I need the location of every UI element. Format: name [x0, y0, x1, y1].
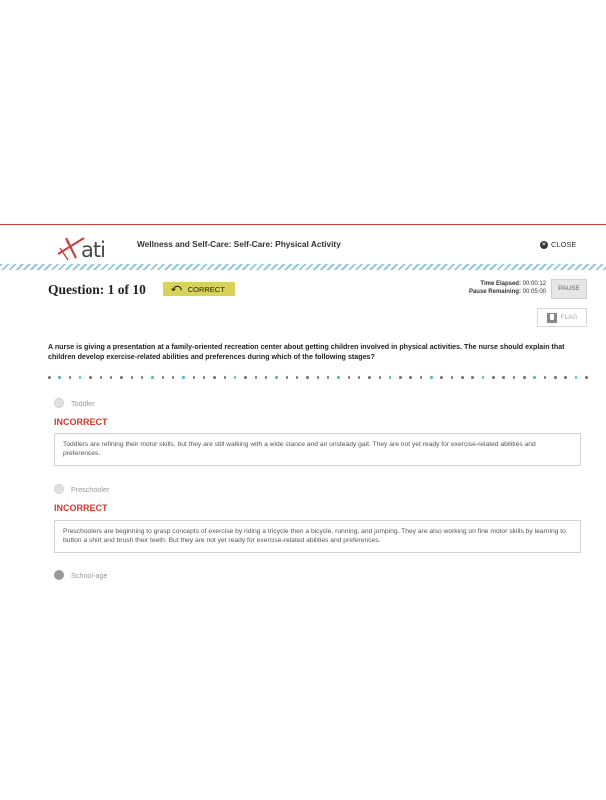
correct-status-badge [163, 282, 235, 296]
progress-dot [286, 376, 289, 379]
progress-dot [348, 376, 351, 379]
progress-dot [430, 376, 433, 379]
progress-dot [585, 376, 588, 379]
option-result: INCORRECT [54, 503, 108, 513]
progress-dot [533, 376, 536, 379]
elapsed-value: 00:00:12 [522, 281, 546, 287]
progress-dot [461, 376, 464, 379]
progress-dot [172, 376, 175, 379]
progress-dot [358, 376, 361, 379]
close-label: CLOSE [551, 240, 577, 249]
ati-logo [54, 232, 110, 262]
progress-dot [58, 376, 61, 379]
progress-dot [79, 376, 82, 379]
progress-dot [89, 376, 92, 379]
flag-button[interactable] [537, 308, 587, 327]
progress-dot [110, 376, 113, 379]
progress-dot [193, 376, 196, 379]
timer [469, 280, 546, 296]
progress-dot [492, 376, 495, 379]
progress-dot [451, 376, 454, 379]
progress-dot [513, 376, 516, 379]
progress-dot [544, 376, 547, 379]
progress-dot [255, 376, 258, 379]
progress-dot [306, 376, 309, 379]
pause-button[interactable]: PAUSE [551, 279, 587, 299]
close-button[interactable] [540, 240, 576, 249]
progress-dot [151, 376, 154, 379]
quiz-frame [0, 224, 606, 582]
progress-dot [275, 376, 278, 379]
option-label: Preschooler [71, 484, 110, 494]
option-result: INCORRECT [54, 417, 108, 427]
progress-dot [575, 376, 578, 379]
progress-dot [368, 376, 371, 379]
progress-dot [141, 376, 144, 379]
course-title: Wellness and Self-Care: Self-Care: Physical Activity [137, 239, 341, 249]
status-label: CORRECT [187, 284, 225, 294]
progress-dot [182, 376, 185, 379]
top-divider [0, 224, 606, 225]
option-label: School-age [71, 570, 108, 580]
progress-dot [120, 376, 123, 379]
progress-dot [265, 376, 268, 379]
question-progress-dots [48, 376, 588, 380]
header-stripe [0, 264, 606, 270]
option-toddler[interactable] [54, 398, 95, 408]
progress-dot [471, 376, 474, 379]
progress-dot [389, 376, 392, 379]
bookmark-flag-icon [547, 313, 557, 323]
radio-button-selected[interactable] [54, 570, 64, 580]
progress-dot [564, 376, 567, 379]
progress-dot [234, 376, 237, 379]
radio-button[interactable] [54, 484, 64, 494]
close-icon: ✕ [541, 241, 547, 248]
option-rationale: Toddlers are refining their motor skills, but they are still walking with a wide stance and an unsteady gait. They are not yet ready for exercise-related abilities and preferences. [54, 433, 581, 466]
question-number: Question: 1 of 10 [48, 282, 146, 297]
progress-dot [409, 376, 412, 379]
progress-dot [420, 376, 423, 379]
progress-dot [327, 376, 330, 379]
progress-dot [296, 376, 299, 379]
progress-dot [203, 376, 206, 379]
undo-arrow-icon: ⤺ [171, 283, 182, 294]
option-school-age[interactable] [54, 570, 107, 580]
radio-button[interactable] [54, 398, 64, 408]
progress-dot [317, 376, 320, 379]
progress-dot [502, 376, 505, 379]
option-preschooler[interactable] [54, 484, 109, 494]
progress-dot [131, 376, 134, 379]
progress-dot [69, 376, 72, 379]
progress-dot [399, 376, 402, 379]
progress-dot [100, 376, 103, 379]
progress-dot [554, 376, 557, 379]
progress-dot [162, 376, 165, 379]
pause-remaining-value: 00:05:00 [522, 289, 546, 295]
progress-dot [224, 376, 227, 379]
progress-dot [337, 376, 340, 379]
question-text: A nurse is giving a presentation at a family-oriented recreation center about getting children involved in physical activities. The nurse should explain that children develop exercise-related abilities and preferences during which of the following stages? [48, 343, 565, 361]
option-label: Toddler [71, 398, 95, 408]
progress-dot [213, 376, 216, 379]
logo-text: ati [81, 238, 105, 262]
progress-dot [440, 376, 443, 379]
flag-label: FLAG [560, 314, 578, 321]
pause-remaining-label: Pause Remaining: [468, 289, 521, 295]
progress-dot [48, 376, 51, 379]
progress-dot [244, 376, 247, 379]
progress-dot [482, 376, 485, 379]
progress-dot [379, 376, 382, 379]
elapsed-label: Time Elapsed: [480, 281, 521, 287]
option-rationale: Preschoolers are beginning to grasp concepts of exercise by riding a tricycle then a bicycle, running, and jumping. They are also working on fine motor skills by learning to button a shirt and brush their teeth. But they are not yet ready for exercise-related abilities and preferences. [54, 520, 581, 553]
progress-dot [523, 376, 526, 379]
